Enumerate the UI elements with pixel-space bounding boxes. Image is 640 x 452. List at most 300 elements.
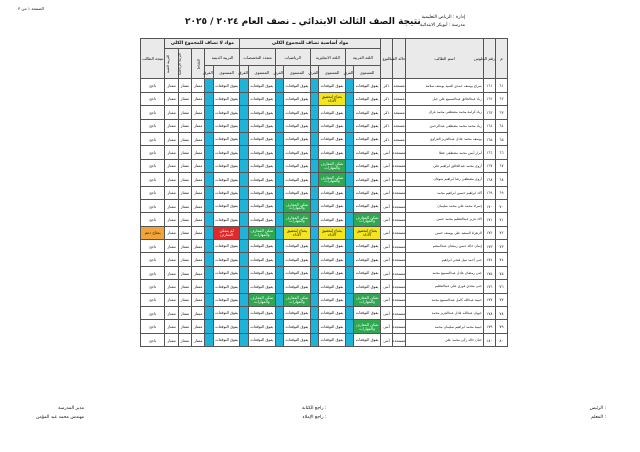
grade-marker-cell (310, 253, 318, 266)
result-cell: ناجح (141, 253, 165, 266)
serial-cell: ٦٤ (495, 119, 507, 132)
grade-marker-cell (310, 240, 318, 253)
grade-marker-cell (345, 307, 353, 320)
pe-cell: ممتاز (178, 79, 191, 92)
religion-marker-cell (205, 333, 213, 346)
footer-principal-label: مدير المدرسة (58, 406, 85, 411)
pe-cell: ممتاز (178, 320, 191, 333)
grade-level-cell: يفوق التوقعات (284, 253, 311, 266)
grade-level-cell: تمكن المعارف والمهارات (354, 293, 381, 306)
footer-signatures-left (36, 404, 84, 422)
activity-cell: ممتاز (192, 199, 205, 212)
religion-marker-cell (205, 253, 213, 266)
grade-level-cell: يفوق التوقعات (319, 333, 346, 346)
seat-cell: ١٧٧ (483, 293, 495, 306)
grade-marker-cell (345, 213, 353, 226)
religion-level-cell: يفوق التوقعات (213, 213, 240, 226)
grade-marker-cell (310, 146, 318, 159)
seat-cell: ١٦٤ (483, 119, 495, 132)
grade-level-cell: يفوق التوقعات (284, 119, 311, 132)
art-cell: ممتاز (165, 119, 178, 132)
serial-cell: ٧٧ (495, 293, 507, 306)
religion-marker-cell (205, 213, 213, 226)
grade-marker-cell (275, 146, 283, 159)
religion-marker-cell (205, 173, 213, 186)
table-row (141, 240, 508, 253)
grade-level-cell: يفوق التوقعات (249, 199, 276, 212)
grade-marker-cell (345, 92, 353, 105)
status-cell: مستجدة (393, 240, 406, 253)
grade-marker-cell (275, 186, 283, 199)
grade-level-cell: يحتاج لتحقيق الأداء (354, 226, 381, 239)
serial-cell: ٦١ (495, 79, 507, 92)
activity-cell: ممتاز (192, 173, 205, 186)
grade-marker-cell (345, 266, 353, 279)
gender-cell: أنثى (380, 186, 392, 199)
religion-marker-cell (205, 119, 213, 132)
serial-cell: ٧٩ (495, 320, 507, 333)
header-info (420, 14, 465, 30)
student-name-cell: يوسف محمد عادل عبدالعزيز العزاوي (406, 132, 483, 145)
result-cell: ناجح (141, 186, 165, 199)
gender-cell: أنثى (380, 226, 392, 239)
status-cell: مستجدة (393, 307, 406, 320)
religion-level-cell: يفوق التوقعات (213, 280, 240, 293)
grade-marker-cell (345, 280, 353, 293)
seat-cell: ١٧٨ (483, 307, 495, 320)
result-cell: ناجح (141, 213, 165, 226)
religion-level-cell: يفوق التوقعات (213, 253, 240, 266)
grade-marker-cell (275, 92, 283, 105)
pe-cell: ممتاز (178, 266, 191, 279)
grade-marker-cell (275, 293, 283, 306)
grade-marker-cell (275, 320, 283, 333)
gender-cell: أنثى (380, 333, 392, 346)
grade-marker-cell (345, 253, 353, 266)
pe-cell: ممتاز (178, 199, 191, 212)
student-name-cell: أبرار أيمن محمد مصطفى عطا (406, 146, 483, 159)
grade-head: الفرق (275, 66, 283, 79)
serial-cell: ٦٢ (495, 92, 507, 105)
activity-cell: ممتاز (192, 213, 205, 226)
grade-marker-cell (275, 280, 283, 293)
religion-marker-cell (205, 280, 213, 293)
activity-cell: ممتاز (192, 307, 205, 320)
art-cell: ممتاز (165, 226, 178, 239)
serial-cell: ٦٣ (495, 106, 507, 119)
grade-marker-cell (275, 226, 283, 239)
result-cell: ناجح (141, 132, 165, 145)
grade-level-cell: يفوق التوقعات (249, 333, 276, 346)
serial-cell: ٧٤ (495, 253, 507, 266)
table-body (141, 79, 508, 347)
subject-arabic: اللغة العربية (345, 49, 380, 66)
serial-cell: ٨٠ (495, 333, 507, 346)
seat-cell: ١٨٠ (483, 333, 495, 346)
pe-cell: ممتاز (178, 293, 191, 306)
grade-level-cell: يفوق التوقعات (249, 240, 276, 253)
art-cell: ممتاز (165, 266, 178, 279)
grade-level-cell: يفوق التوقعات (284, 320, 311, 333)
grade-level-cell: تمكن المعارف والمهارات (319, 159, 346, 172)
grade-level-cell: يفوق التوقعات (319, 146, 346, 159)
status-cell: مستجد (393, 132, 406, 145)
grade-marker-cell (240, 280, 249, 293)
grade-marker-cell (310, 132, 318, 145)
activity-cell: ممتاز (192, 79, 205, 92)
religion-level-cell: يفوق التوقعات (213, 333, 240, 346)
grade-marker-cell (275, 106, 283, 119)
table-row (141, 253, 508, 266)
grade-marker-cell (310, 199, 318, 212)
gender-cell: أنثى (380, 213, 392, 226)
table-row (141, 280, 508, 293)
grade-level-cell: يفوق التوقعات (284, 173, 311, 186)
religion-marker-cell (205, 186, 213, 199)
administration-label: إدارة : الرياض التعليمية (421, 15, 465, 20)
religion-level-cell: يفوق التوقعات (213, 320, 240, 333)
col-name: اسم الطالب (406, 39, 483, 79)
table-row (141, 293, 508, 306)
gender-cell: أنثى (380, 293, 392, 306)
grade-head: الفرق (240, 66, 249, 79)
gender-cell: ذكر (380, 119, 392, 132)
status-cell: مستجدة (393, 173, 406, 186)
grade-level-cell: يفوق التوقعات (354, 119, 381, 132)
seat-cell: ١٦٩ (483, 186, 495, 199)
grade-marker-cell (240, 320, 249, 333)
grade-level-cell: يفوق التوقعات (319, 106, 346, 119)
grade-level-cell: يحتاج لتحقيق الأداء (319, 226, 346, 239)
grade-level-cell: يفوق التوقعات (319, 199, 346, 212)
grade-marker-cell (310, 333, 318, 346)
col-seat: رقم الجلوس (483, 39, 495, 79)
grade-marker-cell (310, 293, 318, 306)
grade-marker-cell (275, 173, 283, 186)
art-cell: ممتاز (165, 213, 178, 226)
art-cell: ممتاز (165, 132, 178, 145)
student-name-cell: حبيبة عبدالله كامل عبدالسميع محمد (406, 293, 483, 306)
gender-cell: أنثى (380, 199, 392, 212)
grade-level-cell: يفوق التوقعات (319, 307, 346, 320)
result-cell: ناجح (141, 320, 165, 333)
grade-marker-cell (345, 240, 353, 253)
grade-marker-cell (240, 132, 249, 145)
grade-marker-cell (310, 213, 318, 226)
status-cell: مستجد (393, 106, 406, 119)
grade-level-cell: تمكن المعارف والمهارات (319, 173, 346, 186)
status-cell: مستجدة (393, 293, 406, 306)
religion-marker-cell (205, 132, 213, 145)
gender-cell: ذكر (380, 106, 392, 119)
religion-level-cell: يفوق التوقعات (213, 307, 240, 320)
result-cell: ناجح (141, 119, 165, 132)
religion-level-cell: يفوق التوقعات (213, 159, 240, 172)
table-row (141, 146, 508, 159)
art-cell: ممتاز (165, 240, 178, 253)
pe-cell: ممتاز (178, 119, 191, 132)
serial-cell: ٦٧ (495, 159, 507, 172)
serial-cell: ٦٩ (495, 186, 507, 199)
grade-marker-cell (240, 226, 249, 239)
grade-level-cell: يفوق التوقعات (249, 146, 276, 159)
art-cell: ممتاز (165, 159, 178, 172)
status-cell: مستجدة (393, 333, 406, 346)
serial-cell: ٧٢ (495, 226, 507, 239)
grade-marker-cell (345, 293, 353, 306)
religion-marker-cell (205, 293, 213, 306)
grade-level-cell: تمكن المعارف والمهارات (249, 293, 276, 306)
pe-cell: ممتاز (178, 213, 191, 226)
grade-level-cell: يفوق التوقعات (319, 240, 346, 253)
grade-marker-cell (345, 333, 353, 346)
grade-level-cell: يفوق التوقعات (354, 253, 381, 266)
student-name-cell: زياد كرامة محمد مصطفى محمد غزال (406, 106, 483, 119)
grade-marker-cell (310, 106, 318, 119)
grade-marker-cell (345, 173, 353, 186)
serial-cell: ٧٥ (495, 266, 507, 279)
footer-principal-name: مهندس محمد عبد المؤمن (36, 415, 85, 420)
grade-level-cell: يفوق التوقعات (284, 79, 311, 92)
grade-marker-cell (275, 132, 283, 145)
grade-marker-cell (310, 266, 318, 279)
grade-level-cell: يفوق التوقعات (284, 307, 311, 320)
art-cell: ممتاز (165, 92, 178, 105)
grade-marker-cell (310, 79, 318, 92)
status-cell: مستجدة (393, 186, 406, 199)
grade-level-cell: تمكن المعارف والمهارات (284, 199, 311, 212)
religion-level-cell: يفوق التوقعات (213, 240, 240, 253)
grade-level-cell: يفوق التوقعات (284, 106, 311, 119)
grade-marker-cell (275, 253, 283, 266)
grade-level-cell: يفوق التوقعات (249, 159, 276, 172)
religion-level-cell: يفوق التوقعات (213, 293, 240, 306)
grade-level-cell: يفوق التوقعات (284, 186, 311, 199)
table-row (141, 173, 508, 186)
art-cell: ممتاز (165, 307, 178, 320)
grade-level-cell: يفوق التوقعات (249, 79, 276, 92)
seat-cell: ١٦٥ (483, 132, 495, 145)
table-row (141, 132, 508, 145)
religion-level-cell: يفوق التوقعات (213, 132, 240, 145)
student-name-cell: آلاء ابراهيم حسين ابراهيم محمد (406, 186, 483, 199)
table-row (141, 119, 508, 132)
student-name-cell: حنان خالد زكي محمد علي (406, 333, 483, 346)
grade-level-cell: يفوق التوقعات (319, 132, 346, 145)
status-cell: مستجدة (393, 320, 406, 333)
grade-level-cell: يفوق التوقعات (284, 266, 311, 279)
seat-cell: ١٧٩ (483, 320, 495, 333)
grade-level-cell: يفوق التوقعات (354, 159, 381, 172)
result-cell: ناجح (141, 159, 165, 172)
status-cell: مستجدة (393, 146, 406, 159)
religion-level-cell: يفوق التوقعات (213, 119, 240, 132)
serial-cell: ٧٦ (495, 280, 507, 293)
art-cell: ممتاز (165, 186, 178, 199)
grade-level-cell: يفوق التوقعات (284, 146, 311, 159)
student-name-cell: جيهان عبدالله عادل عبدالعزيز محمد (406, 307, 483, 320)
activity-cell: ممتاز (192, 226, 205, 239)
grade-level-cell: يفوق التوقعات (319, 119, 346, 132)
col-status: حالة القيد (393, 39, 406, 79)
activity-cell: ممتاز (192, 92, 205, 105)
gender-cell: أنثى (380, 146, 392, 159)
grade-level-cell: يفوق التوقعات (284, 132, 311, 145)
status-cell: مستجدة (393, 159, 406, 172)
footer-signatures-mid (302, 404, 326, 422)
school-label: مدرسة : أبوبكر الابتدائية (419, 23, 465, 28)
seat-cell: ١٦١ (483, 79, 495, 92)
grade-level-cell: تمكن المعارف والمهارات (284, 213, 311, 226)
grade-level-cell: يفوق التوقعات (284, 92, 311, 105)
grade-level-cell: يحتاج لتحقيق الأداء (319, 92, 346, 105)
grade-marker-cell (345, 79, 353, 92)
result-cell: ناجح (141, 173, 165, 186)
seat-cell: ١٧٣ (483, 240, 495, 253)
grade-marker-cell (240, 159, 249, 172)
grade-marker-cell (240, 186, 249, 199)
seat-cell: ١٧١ (483, 213, 495, 226)
footer-review-spelling: راجع الإملاء : (302, 415, 327, 420)
gender-cell: أنثى (380, 320, 392, 333)
result-cell: يحتاج دعم (141, 226, 165, 239)
page-number: الصفحة ١ من ٣ (18, 6, 44, 11)
level-head: المستوى (213, 66, 240, 79)
activity-cell: ممتاز (192, 280, 205, 293)
grade-head: الفرق (310, 66, 318, 79)
grade-level-cell: يفوق التوقعات (319, 186, 346, 199)
grade-level-cell: يفوق التوقعات (249, 119, 276, 132)
art-cell: ممتاز (165, 253, 178, 266)
result-cell: ناجح (141, 199, 165, 212)
grade-level-cell: يفوق التوقعات (249, 132, 276, 145)
subject-pe: التربية الرياضية (178, 49, 191, 79)
seat-cell: ١٧٥ (483, 266, 495, 279)
student-name-cell: الزهراء السعيد علي يوسف حسن (406, 226, 483, 239)
grade-level-cell: يفوق التوقعات (249, 253, 276, 266)
pe-cell: ممتاز (178, 92, 191, 105)
grade-marker-cell (345, 119, 353, 132)
result-cell: ناجح (141, 307, 165, 320)
pe-cell: ممتاز (178, 159, 191, 172)
student-name-cell: زياد عبدالخالق عبدالسميع علي جبل (406, 92, 483, 105)
grade-level-cell: يفوق التوقعات (319, 253, 346, 266)
activity-cell: ممتاز (192, 320, 205, 333)
grade-level-cell: تمكن المعارف والمهارات (354, 213, 381, 226)
seat-cell: ١٧٤ (483, 253, 495, 266)
col-result: نتيجة الطالب (141, 39, 165, 79)
seat-cell: ١٧٢ (483, 226, 495, 239)
religion-marker-cell (205, 307, 213, 320)
grade-level-cell: يفوق التوقعات (354, 307, 381, 320)
grade-level-cell: يفوق التوقعات (319, 266, 346, 279)
grade-level-cell: يفوق التوقعات (354, 240, 381, 253)
footer-teacher-label: المعلم : (591, 415, 606, 420)
religion-marker-cell (205, 240, 213, 253)
gender-cell: أنثى (380, 307, 392, 320)
gender-cell: أنثى (380, 253, 392, 266)
student-name-cell: أروى محمد عبدالخالق ابراهيم علي (406, 159, 483, 172)
grade-marker-cell (275, 79, 283, 92)
student-name-cell: جنى أحمد نبيل فتحي ابراهيم (406, 253, 483, 266)
result-cell: ناجح (141, 92, 165, 105)
result-cell: ناجح (141, 280, 165, 293)
gender-cell: أنثى (380, 266, 392, 279)
page-title: نتيجة الصف الثالث الابتدائي ـ نصف العام ٢٠٢٤ / ٢٠٢٥ (185, 17, 421, 27)
religion-level-cell: يفوق التوقعات (213, 173, 240, 186)
result-cell: ناجح (141, 293, 165, 306)
grade-level-cell: يفوق التوقعات (249, 106, 276, 119)
grade-marker-cell (345, 186, 353, 199)
art-cell: ممتاز (165, 320, 178, 333)
gender-cell: أنثى (380, 173, 392, 186)
activity-cell: ممتاز (192, 240, 205, 253)
activity-cell: ممتاز (192, 186, 205, 199)
seat-cell: ١٦٣ (483, 106, 495, 119)
grade-marker-cell (240, 119, 249, 132)
grade-level-cell: يفوق التوقعات (249, 186, 276, 199)
religion-marker-cell (205, 92, 213, 105)
art-cell: ممتاز (165, 199, 178, 212)
grade-level-cell: يفوق التوقعات (354, 280, 381, 293)
grade-marker-cell (345, 320, 353, 333)
grade-level-cell: يفوق التوقعات (249, 266, 276, 279)
grade-level-cell: يفوق التوقعات (284, 159, 311, 172)
grade-level-cell: يفوق التوقعات (354, 186, 381, 199)
gender-cell: أنثى (380, 159, 392, 172)
grade-level-cell: يفوق التوقعات (354, 199, 381, 212)
activity-cell: ممتاز (192, 266, 205, 279)
grade-marker-cell (240, 240, 249, 253)
grade-marker-cell (240, 106, 249, 119)
gender-cell: أنثى (380, 280, 392, 293)
table-row (141, 106, 508, 119)
footer-review-writing: راجع الكتابة : (302, 406, 327, 411)
religion-marker-cell (205, 226, 213, 239)
table-row (141, 333, 508, 346)
religion-level-cell: يفوق التوقعات (213, 199, 240, 212)
grade-marker-cell (240, 199, 249, 212)
serial-cell: ٧١ (495, 213, 507, 226)
grade-level-cell: يفوق التوقعات (249, 320, 276, 333)
gender-cell: ذكر (380, 92, 392, 105)
grade-marker-cell (345, 106, 353, 119)
seat-cell: ١٦٧ (483, 159, 495, 172)
serial-cell: ٦٨ (495, 173, 507, 186)
grade-level-cell: يفوق التوقعات (354, 79, 381, 92)
seat-cell: ١٦٨ (483, 173, 495, 186)
serial-cell: ٦٦ (495, 146, 507, 159)
pe-cell: ممتاز (178, 186, 191, 199)
grade-marker-cell (275, 213, 283, 226)
pe-cell: ممتاز (178, 280, 191, 293)
grade-level-cell: يفوق التوقعات (319, 280, 346, 293)
grade-marker-cell (240, 173, 249, 186)
grade-marker-cell (240, 213, 249, 226)
art-cell: ممتاز (165, 280, 178, 293)
art-cell: ممتاز (165, 106, 178, 119)
student-name-cell: الاء عزيز عبدالعظيم محمد حسن (406, 213, 483, 226)
grade-marker-cell (345, 226, 353, 239)
religion-marker-cell (205, 106, 213, 119)
status-cell: مستجدة (393, 213, 406, 226)
religion-marker-cell (205, 266, 213, 279)
group-basic: مواد أساسية تضاف للمجموع الكلي (240, 39, 381, 49)
grade-marker-cell (345, 132, 353, 145)
grade-marker-cell (310, 307, 318, 320)
grade-marker-cell (310, 119, 318, 132)
grade-level-cell: يفوق التوقعات (319, 79, 346, 92)
